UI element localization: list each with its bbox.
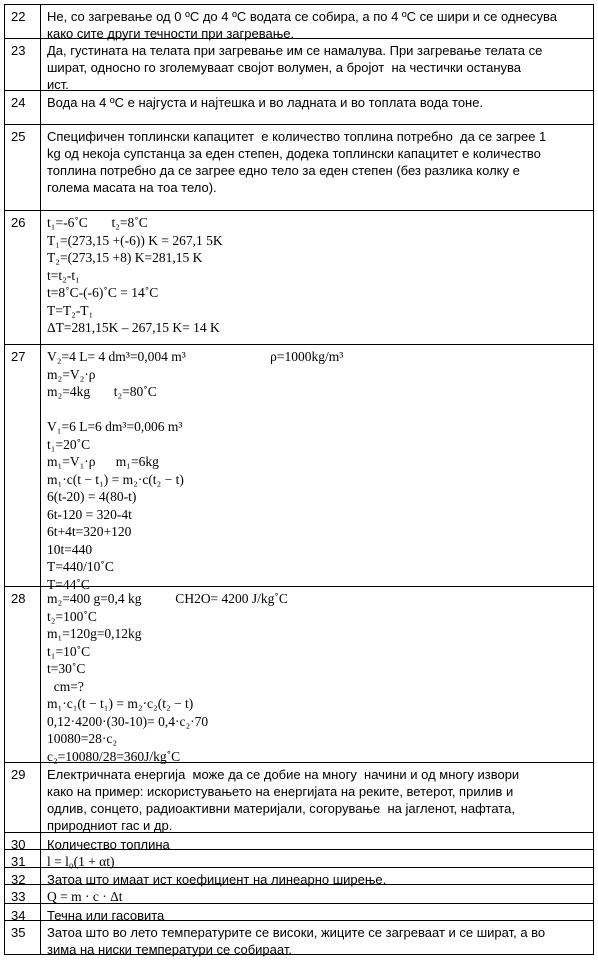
answer-cell xyxy=(41,850,593,867)
row-number: 24 xyxy=(5,91,41,124)
answer-cell xyxy=(41,921,593,957)
answer-line: Затоа што во лето температурите се високи, жиците се загреваат и се шират, а во xyxy=(47,925,546,940)
answer-cell xyxy=(41,763,593,832)
table-row xyxy=(4,5,594,39)
table-row xyxy=(4,345,594,592)
answer-line: Q = m · c · Δt xyxy=(47,889,123,904)
answer-line: t₂=100˚C xyxy=(47,608,97,624)
table-row xyxy=(4,850,594,868)
answer-line: c₂=10080/28=360J/kg˚C xyxy=(47,748,181,764)
answer-line: 6t-120 = 320-4t xyxy=(47,506,132,522)
table-row xyxy=(4,885,594,904)
answer-line: m₁·c(t − t₁) = m₂·c(t₂ − t) xyxy=(47,471,184,487)
answer-line: t=t₂-t₁ xyxy=(47,267,80,283)
answer-line: m₂=V₂·ρ xyxy=(47,366,96,382)
answer-line: природниот гас и др. xyxy=(47,818,173,833)
answer-line: 0,12·4200·(30-10)= 0,4·c₂·70 xyxy=(47,713,209,729)
answer-line: T=44˚C xyxy=(47,576,90,592)
answer-line: t=8˚C-(-6)˚C = 14˚C xyxy=(47,285,159,300)
answer-line: m₁=120g=0,12kg xyxy=(47,626,142,641)
answer-line: Затоа што имаат ист коефициент на линеарно ширење. xyxy=(47,872,387,887)
answer-line: V₂=4 L= 4 dm³=0,004 m³ ρ=1000kg/m³ xyxy=(47,349,344,364)
answer-line: зима на ниски температури се собираат. xyxy=(47,942,292,957)
answer-cell xyxy=(41,91,593,124)
answer-cell xyxy=(41,885,593,903)
answer-line: m₁·c₁(t − t₁) = m₂·c₂(t₂ − t) xyxy=(47,696,194,711)
answer-line: m₂=4kg t₂=80˚C xyxy=(47,384,157,399)
table-row xyxy=(4,921,594,955)
row-number: 30 xyxy=(5,833,41,849)
answer-line: Количество топлина xyxy=(47,837,170,852)
answer-line: Вода на 4 ºС е најгуста и најтешка и во ладната и во топлата вода тоне. xyxy=(47,95,484,110)
answer-line: Не, со загревање од 0 ºС до 4 ºС водата се собира, а по 4 ºС се шири и се однесува xyxy=(47,9,557,24)
table-row xyxy=(4,39,594,91)
row-number: 26 xyxy=(5,211,41,344)
answer-line: m₁=V₁·ρ m₁=6kg xyxy=(47,454,159,469)
answer-line: t₁=-6˚C t₂=8˚C xyxy=(47,215,148,230)
answer-line: V₁=6 L=6 dm³=0,006 m³ xyxy=(47,419,183,434)
row-number: 34 xyxy=(5,904,41,920)
table-row xyxy=(4,91,594,125)
answer-line: cm=? xyxy=(47,678,84,694)
answer-line: Електричната енергија може да се добие на многу начини и од многу извори xyxy=(47,767,520,782)
answer-line: ист. xyxy=(47,77,69,92)
table-row xyxy=(4,763,594,833)
answer-line: kg од некоја супстанца за еден степен, додека топлински капацитет е количество xyxy=(47,146,541,161)
answer-line: t₁=20˚C xyxy=(47,436,91,452)
answer-line: како сите други течности при загревање. xyxy=(47,26,295,41)
answer-line: голема масата на тоа тело). xyxy=(47,180,217,195)
answer-line xyxy=(47,401,587,419)
answer-line: како на пример: искористувањето на енергијата на реките, ветерот, прилив и xyxy=(47,784,514,799)
answer-line: t₁=10˚C xyxy=(47,643,91,659)
answer-cell xyxy=(41,868,593,887)
answer-line: Течна или гасовита xyxy=(47,908,165,923)
table-row xyxy=(4,868,594,885)
answer-line: T₂=(273,15 +8) K=281,15 K xyxy=(47,250,203,265)
answer-cell xyxy=(41,833,593,852)
answer-line: Да, густината на телата при загревање им се намалува. При загревање телата се xyxy=(47,43,543,58)
answer-line: Специфичен топлински капацитет е количество топлина потребно да се загрее 1 xyxy=(47,129,547,144)
answer-line: 6t+4t=320+120 xyxy=(47,524,132,539)
table-row xyxy=(4,904,594,921)
answer-cell xyxy=(41,5,593,41)
answer-line: T=T₂-T₁ xyxy=(47,302,94,318)
row-number: 22 xyxy=(5,5,41,38)
row-number: 35 xyxy=(5,921,41,954)
answer-line: 10080=28·c₂ xyxy=(47,731,118,746)
row-number: 33 xyxy=(5,885,41,903)
answer-line: 6(t-20) = 4(80-t) xyxy=(47,489,137,504)
row-number: 25 xyxy=(5,125,41,210)
answer-cell xyxy=(41,211,593,344)
answer-line: T₁=(273,15 +(-6)) K = 267,1 5K xyxy=(47,232,223,248)
row-number: 29 xyxy=(5,763,41,832)
answer-line: T=440/10˚C xyxy=(47,559,114,574)
answer-line: топлина потребно да се загрее едно тело за еден степен (без разлика колку е xyxy=(47,163,520,178)
row-number: 32 xyxy=(5,868,41,884)
answer-cell xyxy=(41,125,593,210)
row-number: 23 xyxy=(5,39,41,90)
table-row xyxy=(4,587,594,763)
answer-line: t=30˚C xyxy=(47,661,86,676)
table-row xyxy=(4,125,594,211)
table-row xyxy=(4,833,594,850)
answer-line: 10t=440 xyxy=(47,541,93,557)
answer-line: шират, односно го зголемуваат својот волумен, а бројот на честички останува xyxy=(47,60,521,75)
answer-line: m₂=400 g=0,4 kg CH2O= 4200 J/kg˚C xyxy=(47,591,288,606)
answer-cell xyxy=(41,587,593,762)
answer-cell xyxy=(41,39,593,90)
answer-cell xyxy=(41,904,593,923)
row-number: 28 xyxy=(5,587,41,762)
row-number: 27 xyxy=(5,345,41,586)
table-row xyxy=(4,211,594,345)
answer-line: одлив, сонцето, радиоактивни материјали, согорување на јагленот, нафтата, xyxy=(47,801,515,816)
row-number: 31 xyxy=(5,850,41,867)
answer-table xyxy=(4,4,594,955)
answer-line: ΔT=281,15K – 267,15 K= 14 K xyxy=(47,320,220,335)
answer-cell xyxy=(41,345,593,592)
answer-line: l = l₀(1 + αt) xyxy=(47,854,115,869)
